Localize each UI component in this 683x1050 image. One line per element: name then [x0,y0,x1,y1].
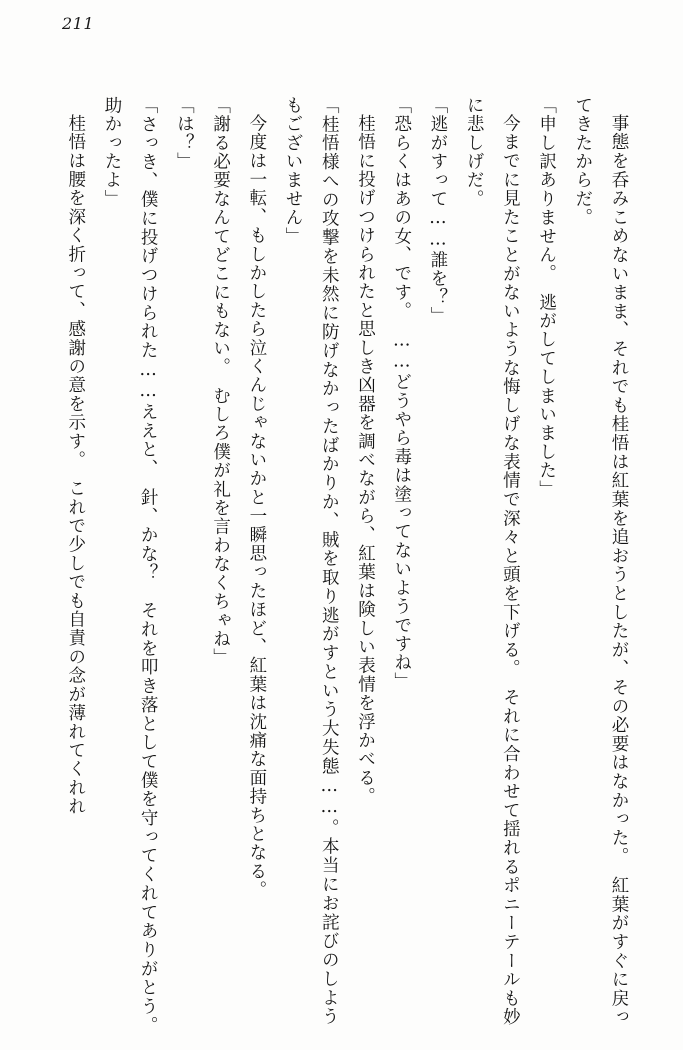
paragraph: 「謝る必要なんてどこにもない。 むしろ僕が礼を言わなくちゃね」 [210,96,231,667]
paragraph: 事態を呑みこめないまま、それでも桂悟は紅葉を追おうとしたが、その必要はなかった。 紅葉がすぐに戻ってきたからだ。 [572,96,629,1026]
paragraph: 「恐らくはあの女、です。 ……どうやら毒は塗ってないようですね」 [391,96,412,691]
paragraph: 今度は一転、もしかしたら泣くんじゃないかと一瞬思ったほど、紅葉は沈痛な面持ちとなる。 [246,113,267,899]
body-text [46,96,637,1045]
paragraph: 「は？」 [174,96,195,171]
paragraph: 「さっき、僕に投げつけられた……ええと、 針、かな？ それを叩き落として僕を守ってくれてありがとう。 助かったよ」 [101,96,159,1045]
paragraph: 「逃がすって……誰を？」 [427,96,448,326]
paragraph: 桂悟は腰を深く折って、感謝の意を示す。 これで少しでも自責の念が薄れてくれれ [65,113,86,816]
paragraph: 「申し訳ありません。 逃がしてしまいました」 [536,96,557,499]
paragraph: 桂悟に投げつけられたと思しき凶器を調べながら、紅葉は険しい表情を浮かべる。 [355,113,376,806]
page-number: 211 [62,14,95,33]
paragraph: 今までに見たことがないような悔しげな表情で深々と頭を下げる。 それに合わせて揺れるポニーテールも妙に悲しげだ。 [464,96,521,1026]
paragraph: 「桂悟様への攻撃を未然に防げなかったばかりか、賊を取り逃がすという大失態……。本当にお詫びのしようもございません」 [283,96,340,1026]
